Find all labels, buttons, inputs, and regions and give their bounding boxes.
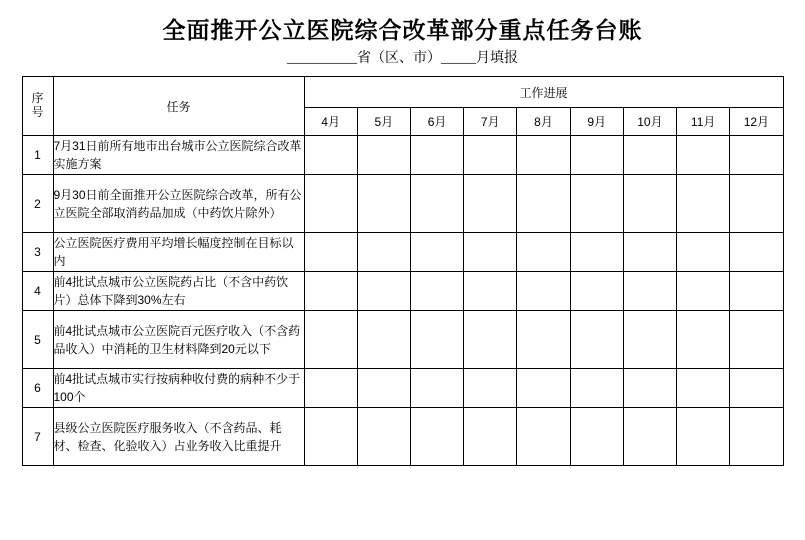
column-header-month-10: 10月 [623, 108, 676, 136]
row-value-month-6[interactable] [410, 233, 463, 272]
row-value-month-11[interactable] [677, 272, 730, 311]
row-value-month-4[interactable] [304, 408, 357, 466]
row-value-month-9[interactable] [570, 175, 623, 233]
column-header-sequence-line2: 号 [31, 105, 44, 119]
row-value-month-12[interactable] [730, 369, 783, 408]
row-value-month-10[interactable] [623, 311, 676, 369]
row-value-month-5[interactable] [357, 369, 410, 408]
row-value-month-6[interactable] [410, 369, 463, 408]
row-value-month-9[interactable] [570, 311, 623, 369]
row-value-month-8[interactable] [517, 408, 570, 466]
row-sequence: 4 [22, 272, 53, 311]
page-title: 全面推开公立医院综合改革部分重点任务台账 [162, 18, 643, 43]
row-value-month-10[interactable] [623, 136, 676, 175]
column-header-task: 任务 [53, 77, 304, 136]
row-value-month-7[interactable] [464, 136, 517, 175]
table-row [22, 136, 783, 175]
row-value-month-5[interactable] [357, 272, 410, 311]
row-value-month-4[interactable] [304, 369, 357, 408]
table-row [22, 369, 783, 408]
row-value-month-10[interactable] [623, 408, 676, 466]
row-value-month-4[interactable] [304, 272, 357, 311]
row-value-month-8[interactable] [517, 175, 570, 233]
row-sequence: 2 [22, 175, 53, 233]
row-value-month-11[interactable] [677, 408, 730, 466]
row-sequence: 3 [22, 233, 53, 272]
column-header-month-4: 4月 [304, 108, 357, 136]
row-value-month-12[interactable] [730, 272, 783, 311]
row-task: 公立医院医疗费用平均增长幅度控制在目标以内 [53, 233, 304, 272]
row-value-month-4[interactable] [304, 136, 357, 175]
row-value-month-6[interactable] [410, 311, 463, 369]
row-task: 前4批试点城市实行按病种收付费的病种不少于100个 [53, 369, 304, 408]
row-value-month-11[interactable] [677, 233, 730, 272]
row-value-month-11[interactable] [677, 369, 730, 408]
row-sequence: 7 [22, 408, 53, 466]
column-header-progress: 工作进展 [304, 77, 783, 108]
column-header-month-7: 7月 [464, 108, 517, 136]
document-page [0, 12, 805, 540]
row-value-month-8[interactable] [517, 136, 570, 175]
row-task: 7月31日前所有地市出台城市公立医院综合改革实施方案 [53, 136, 304, 175]
row-value-month-4[interactable] [304, 175, 357, 233]
row-task: 前4批试点城市公立医院药占比（不含中药饮片）总体下降到30%左右 [53, 272, 304, 311]
row-value-month-7[interactable] [464, 311, 517, 369]
row-value-month-4[interactable] [304, 233, 357, 272]
row-value-month-5[interactable] [357, 136, 410, 175]
task-ledger-table [22, 76, 784, 466]
row-value-month-12[interactable] [730, 233, 783, 272]
row-value-month-8[interactable] [517, 272, 570, 311]
row-value-month-7[interactable] [464, 272, 517, 311]
table-header-row-1 [22, 77, 783, 108]
column-header-month-5: 5月 [357, 108, 410, 136]
row-value-month-6[interactable] [410, 408, 463, 466]
row-value-month-6[interactable] [410, 136, 463, 175]
table-row [22, 408, 783, 466]
row-value-month-5[interactable] [357, 233, 410, 272]
row-value-month-11[interactable] [677, 175, 730, 233]
row-value-month-9[interactable] [570, 369, 623, 408]
row-value-month-11[interactable] [677, 136, 730, 175]
row-value-month-7[interactable] [464, 233, 517, 272]
row-value-month-8[interactable] [517, 369, 570, 408]
column-header-month-9: 9月 [570, 108, 623, 136]
row-value-month-7[interactable] [464, 175, 517, 233]
table-row [22, 175, 783, 233]
row-value-month-12[interactable] [730, 408, 783, 466]
table-header [22, 77, 783, 136]
row-task: 9月30日前全面推开公立医院综合改革，所有公立医院全部取消药品加成（中药饮片除外） [53, 175, 304, 233]
row-value-month-5[interactable] [357, 311, 410, 369]
row-sequence: 6 [22, 369, 53, 408]
row-value-month-5[interactable] [357, 408, 410, 466]
row-value-month-9[interactable] [570, 136, 623, 175]
row-value-month-4[interactable] [304, 311, 357, 369]
row-sequence: 1 [22, 136, 53, 175]
table-row [22, 272, 783, 311]
row-value-month-5[interactable] [357, 175, 410, 233]
row-sequence: 5 [22, 311, 53, 369]
row-value-month-12[interactable] [730, 136, 783, 175]
table-row [22, 233, 783, 272]
row-task: 前4批试点城市公立医院百元医疗收入（不含药品收入）中消耗的卫生材料降到20元以下 [53, 311, 304, 369]
row-value-month-6[interactable] [410, 272, 463, 311]
column-header-month-6: 6月 [410, 108, 463, 136]
column-header-month-8: 8月 [517, 108, 570, 136]
table-row [22, 311, 783, 369]
row-value-month-10[interactable] [623, 272, 676, 311]
row-value-month-7[interactable] [464, 369, 517, 408]
row-value-month-10[interactable] [623, 369, 676, 408]
row-value-month-9[interactable] [570, 408, 623, 466]
table-body [22, 136, 783, 466]
row-value-month-6[interactable] [410, 175, 463, 233]
row-value-month-8[interactable] [517, 233, 570, 272]
row-value-month-12[interactable] [730, 311, 783, 369]
column-header-month-11: 11月 [677, 108, 730, 136]
row-task: 县级公立医院医疗服务收入（不含药品、耗材、检查、化验收入）占业务收入比重提升 [53, 408, 304, 466]
column-header-sequence [22, 77, 53, 136]
row-value-month-7[interactable] [464, 408, 517, 466]
row-value-month-9[interactable] [570, 233, 623, 272]
row-value-month-11[interactable] [677, 311, 730, 369]
page-subtitle: __________省（区、市）_____月填报 [287, 51, 518, 66]
row-value-month-12[interactable] [730, 175, 783, 233]
column-header-sequence-line1: 序 [31, 91, 44, 106]
row-value-month-8[interactable] [517, 311, 570, 369]
row-value-month-9[interactable] [570, 272, 623, 311]
row-value-month-10[interactable] [623, 233, 676, 272]
column-header-month-12: 12月 [730, 108, 783, 136]
row-value-month-10[interactable] [623, 175, 676, 233]
